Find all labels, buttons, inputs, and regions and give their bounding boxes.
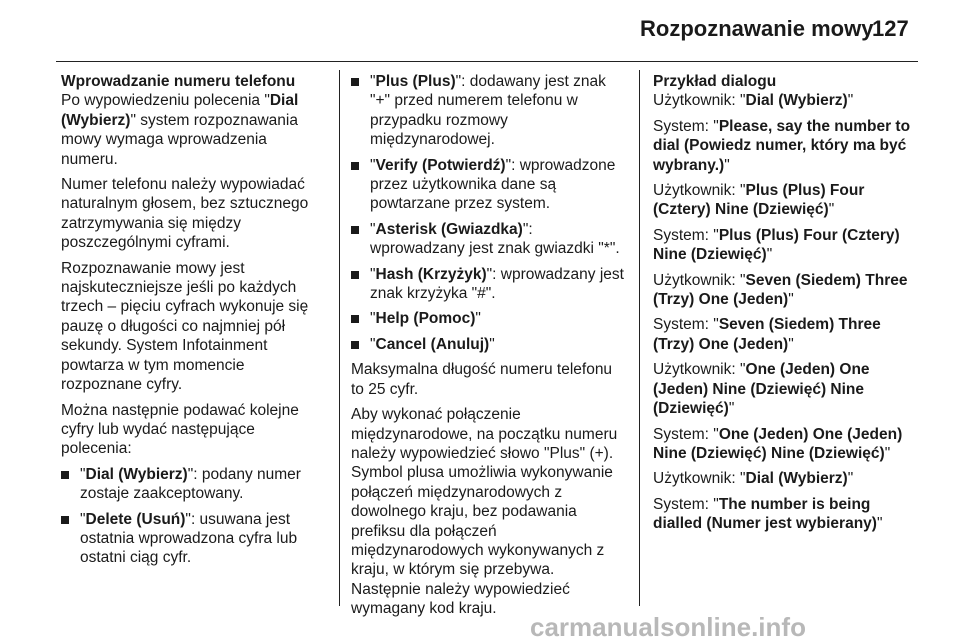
paragraph: Numer telefonu należy wypowiadać naturalnym głosem, bez sztucznego zatrzymywania się między poszczególnymi cyframi. xyxy=(61,176,309,252)
dialog-text: Seven (Siedem) Three (Trzy) One (Jeden) xyxy=(653,316,881,353)
list-item: "Plus (Plus)": dodawany jest znak "+" przed numerem telefonu w przypadku rozmowy międzynarodowej. xyxy=(351,72,626,150)
dialog-speaker: System: xyxy=(653,495,714,513)
dialog-text: Plus (Plus) Four (Cztery) Nine (Dziewięć) xyxy=(653,182,865,219)
command-list xyxy=(351,72,626,354)
dialog-speaker: Użytkownik: xyxy=(653,92,740,110)
text: Po wypowiedzeniu polecenia " xyxy=(61,92,270,110)
dialog-text: One (Jeden) One (Jeden) Nine (Dziewięć) Nine (Dziewięć) xyxy=(653,425,903,462)
dialog-line: Użytkownik: "Seven (Siedem) Three (Trzy) One (Jeden)" xyxy=(653,271,908,309)
dialog-text: Dial (Wybierz) xyxy=(745,92,848,110)
command-text: Dial (Wybierz) xyxy=(61,92,299,129)
dialog-speaker: Użytkownik: xyxy=(653,361,740,379)
bullet-square-icon xyxy=(351,226,359,234)
paragraph: Rozpoznawanie mowy jest najskuteczniejsze jeśli po każdych trzech – pięciu cyfrach wykonuje się pauzę o długości co najmniej pół sekundy. System Infotainment powtarza w tym momencie rozpoznane cyfry. xyxy=(61,259,309,394)
header-divider xyxy=(56,61,918,62)
column-divider-1 xyxy=(339,70,340,606)
paragraph: Aby wykonać połączenie międzynarodowe, na początku numeru należy wypowiedzieć słowo "Plus" (+). Symbol plusa umożliwia wykonywanie połączeń międzynarodowych z dowolnego kraju, bez podawania prefiksu dla połączeń międzynarodowych wykonywanych z kraju, w którym się przebywa. Następnie należy wypowiedzieć wymagany kod kraju. xyxy=(351,406,618,618)
list-item: "Help (Pomoc)" xyxy=(351,309,626,328)
text: " system rozpoznawania mowy wymaga wprowadzenia numeru. xyxy=(61,111,298,168)
dialog-line: System: "Plus (Plus) Four (Cztery) Nine (Dziewięć)" xyxy=(653,226,900,264)
command-description: : usuwana jest ostatnia wprowadzona cyfra lub ostatni ciąg cyfr. xyxy=(80,510,298,567)
command-description: : wprowadzany jest znak gwiazdki "*". xyxy=(370,220,620,258)
command-text: Asterisk (Gwiazdka) xyxy=(375,220,523,238)
column-2 xyxy=(351,72,626,625)
list-item: "Verify (Potwierdź)": wprowadzone przez użytkownika dane są powtarzane przez system. xyxy=(351,156,626,214)
list-item: "Asterisk (Gwiazdka)": wprowadzany jest znak gwiazdki "*". xyxy=(351,220,626,259)
list-item: "Hash (Krzyżyk)": wprowadzany jest znak krzyżyka "#". xyxy=(351,265,626,304)
dialog-speaker: Użytkownik: xyxy=(653,271,740,289)
dialog-speaker: System: xyxy=(653,316,714,334)
column-3 xyxy=(653,72,923,540)
command-text: Help (Pomoc) xyxy=(375,310,476,328)
dialog-text: One (Jeden) One (Jeden) Nine (Dziewięć) Nine (Dziewięć) xyxy=(653,361,870,418)
list-item: "Dial (Wybierz)": podany numer zostaje zaakceptowany. xyxy=(61,465,323,504)
command-text: Hash (Krzyżyk) xyxy=(375,265,487,283)
dialog-speaker: Użytkownik: xyxy=(653,470,740,488)
command-list xyxy=(61,465,323,568)
dialog-speaker: System: xyxy=(653,117,714,135)
column-divider-2 xyxy=(639,70,640,606)
section-heading-dialog-example: Przykład dialogu xyxy=(653,73,777,90)
dialog-line: System: "One (Jeden) One (Jeden) Nine (Dziewięć) Nine (Dziewięć)" xyxy=(653,425,903,462)
dialog-speaker: System: xyxy=(653,226,714,244)
dialog-line: Użytkownik: "Dial (Wybierz)" xyxy=(653,470,854,488)
command-description: : dodawany jest znak "+" przed numerem telefonu w przypadku rozmowy międzynarodowej. xyxy=(370,73,606,149)
bullet-square-icon xyxy=(351,162,359,170)
command-description: : wprowadzone przez użytkownika dane są powtarzane przez system. xyxy=(370,156,616,213)
command-text: Dial (Wybierz) xyxy=(85,465,188,483)
dialog-speaker: System: xyxy=(653,425,714,443)
command-text: Cancel (Anuluj) xyxy=(375,335,490,353)
dialog-speaker: Użytkownik: xyxy=(653,182,740,200)
bullet-square-icon xyxy=(61,471,69,479)
watermark-text: carmanualsonline.info xyxy=(530,612,806,642)
list-item: "Cancel (Anuluj)" xyxy=(351,335,626,354)
dialog-text: Plus (Plus) Four (Cztery) Nine (Dziewięć) xyxy=(653,226,900,264)
command-text: Delete (Usuń) xyxy=(85,510,186,528)
bullet-square-icon xyxy=(351,78,359,86)
dialog-text: Seven (Siedem) Three (Trzy) One (Jeden) xyxy=(653,271,908,309)
command-text: Verify (Potwierdź) xyxy=(375,156,506,174)
page-title: Rozpoznawanie mowy xyxy=(640,16,874,41)
command-description: : podany numer zostaje zaakceptowany. xyxy=(80,465,301,503)
paragraph: Można następnie podawać kolejne cyfry lub wydać następujące polecenia: xyxy=(61,401,299,458)
dialog-text: The number is being dialled (Numer jest wybierany) xyxy=(653,495,877,533)
dialog-line: System: "The number is being dialled (Numer jest wybierany)" xyxy=(653,495,883,533)
page-number: 127 xyxy=(872,16,909,41)
dialog-text: Dial (Wybierz) xyxy=(745,470,848,488)
command-description: : wprowadzany jest znak krzyżyka "#". xyxy=(370,265,624,303)
paragraph xyxy=(61,91,323,169)
bullet-square-icon xyxy=(61,516,69,524)
command-text: Plus (Plus) xyxy=(375,73,456,90)
dialog-line: System: "Please, say the number to dial (Powiedz numer, który ma być wybrany.)" xyxy=(653,117,911,174)
bullet-square-icon xyxy=(351,315,359,323)
bullet-square-icon xyxy=(351,271,359,279)
paragraph: Maksymalna długość numeru telefonu to 25 cyfr. xyxy=(351,361,613,398)
dialog-line: Użytkownik: "One (Jeden) One (Jeden) Nine (Dziewięć) Nine (Dziewięć)" xyxy=(653,361,870,418)
dialog-line: Użytkownik: "Plus (Plus) Four (Cztery) Nine (Dziewięć)" xyxy=(653,182,865,219)
list-item: "Delete (Usuń)": usuwana jest ostatnia wprowadzona cyfra lub ostatni ciąg cyfr. xyxy=(61,510,323,568)
column-1 xyxy=(61,72,323,574)
dialog-line: System: "Seven (Siedem) Three (Trzy) One (Jeden)" xyxy=(653,316,881,353)
section-heading-phone-number: Wprowadzanie numeru telefonu xyxy=(61,73,296,90)
dialog-line: Użytkownik: "Dial (Wybierz)" xyxy=(653,92,854,110)
dialog-text: Please, say the number to dial (Powiedz numer, który ma być wybrany.) xyxy=(653,117,911,174)
bullet-square-icon xyxy=(351,341,359,349)
